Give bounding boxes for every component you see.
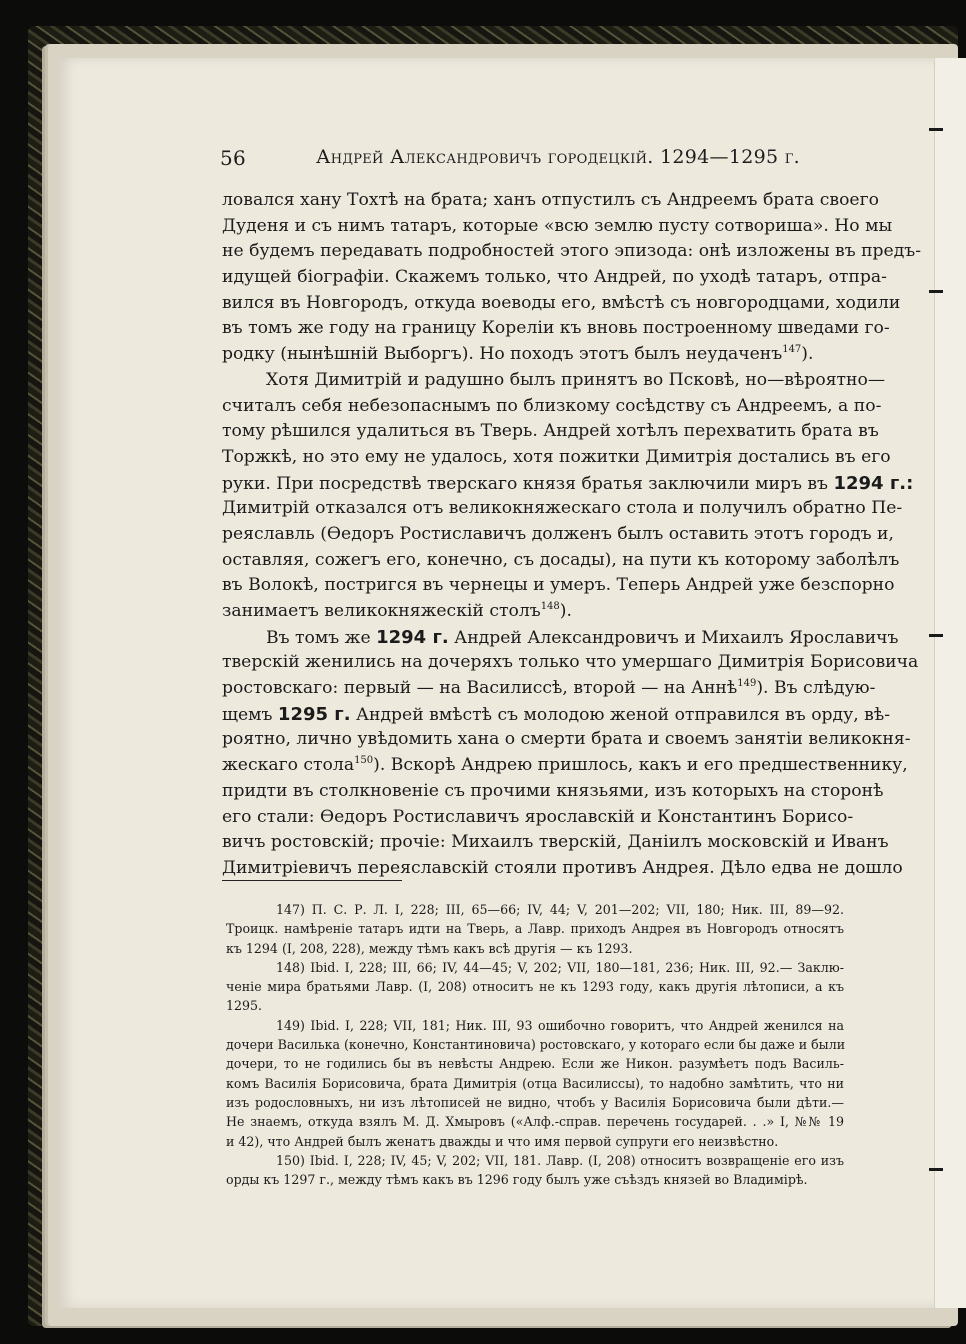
footnote-line: 150) Ibid. I, 228; IV, 45; V, 202; VII, 181. Лавр. (I, 208) относитъ возвращеніе его изъ bbox=[276, 1152, 844, 1168]
text-line bbox=[222, 496, 903, 522]
text-line bbox=[222, 676, 876, 702]
text-run: ). bbox=[801, 344, 814, 365]
main-text bbox=[222, 188, 922, 882]
text-run: Андрей вмѣстѣ съ молодою женой отправился въ орду, вѣ- bbox=[350, 704, 891, 725]
text-run: считалъ себя небезопаснымъ по близкому сосѣдству съ Андреемъ, а по- bbox=[222, 395, 882, 416]
footnote-ref: 149 bbox=[737, 678, 757, 690]
text-run: въ Волокѣ, постригся въ чернецы и умеръ. Теперь Андрей уже безспорно bbox=[222, 575, 895, 596]
text-line bbox=[222, 548, 900, 574]
text-line bbox=[222, 573, 895, 599]
edge-tick bbox=[929, 290, 943, 293]
text-run: щемъ bbox=[222, 704, 278, 725]
text-run: ). Въ слѣдую- bbox=[756, 678, 876, 699]
text-run: тверскій женились на дочеряхъ только что умершаго Димитрія Борисовича bbox=[222, 652, 919, 673]
page-header bbox=[220, 146, 840, 176]
text-line bbox=[222, 342, 840, 368]
text-line bbox=[222, 856, 903, 882]
text-line bbox=[222, 239, 922, 265]
footnote-line: 1295. bbox=[226, 998, 263, 1014]
text-run: родку (нынѣшній Выборгъ). Но походъ этотъ былъ неудаченъ bbox=[222, 344, 783, 365]
text-line bbox=[222, 522, 894, 548]
text-run: его стали: Ѳедоръ Ростиславичъ ярославскій и Константинъ Борисо- bbox=[222, 806, 854, 827]
running-head: Андрей Александровичъ городецкій. 1294—1295 г. bbox=[316, 146, 800, 168]
text-line bbox=[222, 830, 889, 856]
text-line bbox=[222, 419, 879, 445]
text-line bbox=[222, 214, 893, 240]
footnote-ref: 148 bbox=[540, 601, 560, 612]
text-line bbox=[222, 650, 919, 676]
text-run: Димитріевичъ переяславскій стояли противъ Андрея. Дѣло едва не дошло bbox=[222, 857, 903, 878]
footnote-line: комъ Василія Борисовича, брата Димитрія (отца Василиссы), то надобно замѣтить, что ни bbox=[226, 1075, 844, 1091]
text-run: Въ томъ же bbox=[266, 627, 377, 648]
text-run: Андрей Александровичъ и Михаилъ Ярославичъ bbox=[448, 627, 899, 648]
text-line bbox=[222, 394, 882, 420]
year-bold: 1294 г.: bbox=[833, 472, 914, 494]
text-run: тому рѣшился удалиться въ Тверь. Андрей хотѣлъ перехватить брата въ bbox=[222, 421, 879, 442]
footnote-line: орды къ 1297 г., между тѣмъ какъ въ 1296 году былъ уже съѣздъ князей во Владимірѣ. bbox=[226, 1172, 808, 1188]
text-run: ростовскаго: первый — на Василиссѣ, второй — на Аннѣ bbox=[222, 678, 738, 699]
text-line bbox=[222, 779, 884, 805]
footnote-line: 148) Ibid. I, 228; III, 66; IV, 44—45; V, 202; VII, 180—181, 236; Ник. III, 92.— Заклю- bbox=[276, 959, 844, 975]
text-run: занимаетъ великокняжескій столъ bbox=[222, 601, 541, 621]
text-run: ). bbox=[559, 601, 572, 621]
text-run: оставляя, сожегъ его, конечно, съ досады), на пути къ которому заболѣлъ bbox=[222, 549, 900, 570]
text-line bbox=[222, 625, 899, 651]
text-run: ). Вскорѣ Андрею пришлось, какъ и его предшественнику, bbox=[373, 755, 908, 776]
text-run: придти въ столкновеніе съ прочими князьями, изъ которыхъ на сторонѣ bbox=[222, 780, 884, 801]
text-line bbox=[222, 753, 908, 779]
footnote-ref: 150 bbox=[354, 755, 374, 767]
page-number: 56 bbox=[220, 146, 247, 170]
footnote-ref: 147 bbox=[782, 344, 802, 356]
text-run: Димитрій отказался отъ великокняжескаго стола и получилъ обратно Пе- bbox=[222, 498, 903, 519]
footnote-rule bbox=[222, 880, 402, 881]
edge-tick bbox=[929, 128, 943, 131]
edge-tick bbox=[929, 634, 943, 637]
footnote-line: къ 1294 (I, 208, 228), между тѣмъ какъ всѣ другія — къ 1293. bbox=[226, 940, 633, 956]
text-line bbox=[222, 291, 901, 317]
text-run: въ томъ же году на границу Кореліи къ вновь построенному шведами го- bbox=[222, 318, 890, 339]
text-line bbox=[222, 805, 854, 831]
text-line bbox=[222, 368, 886, 394]
edge-tick bbox=[929, 1168, 943, 1171]
text-line bbox=[222, 702, 891, 728]
text-line bbox=[222, 599, 840, 625]
footnote-line: дочери, то не годились бы въ невѣсты Андрею. Если же Никон. разумѣетъ подъ Василь- bbox=[226, 1056, 844, 1072]
text-run: не будемъ передавать подробностей этого эпизода: онѣ изложены въ предъ- bbox=[222, 241, 922, 262]
year-bold: 1294 г. bbox=[376, 626, 449, 648]
text-line bbox=[222, 727, 911, 753]
footnote-line: дочери Василька (конечно, Константиновича) ростовскаго, у котораго если бы даже и были bbox=[226, 1037, 846, 1053]
text-line bbox=[222, 445, 891, 471]
text-line bbox=[222, 188, 879, 214]
footnote-line: Троицк. намѣреніе татаръ идти на Тверь, а Лавр. приходъ Андрея въ Новгородъ относятъ bbox=[226, 921, 844, 937]
footnote-line: ченіе мира братьями Лавр. (I, 208) относитъ не къ 1293 году, какъ другія лѣтописи, а къ bbox=[226, 979, 844, 995]
text-run: Хотя Димитрій и радушно былъ принятъ во Псковѣ, но—вѣроятно— bbox=[266, 369, 886, 390]
text-run: вичъ ростовскій; прочіе: Михаилъ тверскій, Даніилъ московскій и Иванъ bbox=[222, 832, 889, 853]
text-run: идущей біографіи. Скажемъ только, что Андрей, по уходѣ татаръ, отпра- bbox=[222, 267, 887, 288]
text-run: ловался хану Тохтѣ на брата; ханъ отпустилъ съ Андреемъ брата своего bbox=[222, 190, 879, 210]
text-run: Дуденя и съ нимъ татаръ, которые «всю землю пусту сотвориша». Но мы bbox=[222, 215, 893, 236]
text-line bbox=[222, 316, 890, 342]
facing-page-edge bbox=[934, 58, 966, 1308]
footnote-line: изъ родословныхъ, ни изъ лѣтописей не видно, чтобъ у Василія Борисовича были дѣти.— bbox=[226, 1094, 844, 1110]
text-run: Торжкѣ, но это ему не удалось, хотя пожитки Димитрія достались въ его bbox=[222, 446, 891, 467]
text-run: вился въ Новгородъ, откуда воеводы его, вмѣстѣ съ новгородцами, ходили bbox=[222, 292, 901, 313]
text-run: руки. При посредствѣ тверскаго князя братья заключили миръ въ bbox=[222, 473, 834, 494]
text-run: жескаго стола bbox=[222, 755, 355, 776]
footnotes bbox=[226, 900, 844, 1189]
text-line bbox=[222, 471, 914, 497]
footnote-line: 147) П. С. Р. Л. I, 228; III, 65—66; IV, 44; V, 201—202; VII, 180; Ник. III, 89—92. bbox=[276, 902, 844, 917]
footnote-line: Не знаемъ, откуда взялъ М. Д. Хмыровъ («Алф.-справ. перечень государей. . .» I, №№ 19 bbox=[226, 1114, 844, 1130]
text-line bbox=[222, 265, 887, 291]
footnote-line: и 42), что Андрей былъ женатъ дважды и что имя первой супруги его неизвѣстно. bbox=[226, 1133, 779, 1149]
footnote-line: 149) Ibid. I, 228; VII, 181; Ник. III, 93 ошибочно говоритъ, что Андрей женился на bbox=[276, 1017, 844, 1033]
text-run: реяславль (Ѳедоръ Ростиславичъ долженъ былъ оставить этотъ городъ и, bbox=[222, 523, 894, 544]
text-run: роятно, лично увѣдомить хана о смерти брата и своемъ занятіи великокня- bbox=[222, 729, 911, 750]
year-bold: 1295 г. bbox=[277, 703, 351, 725]
